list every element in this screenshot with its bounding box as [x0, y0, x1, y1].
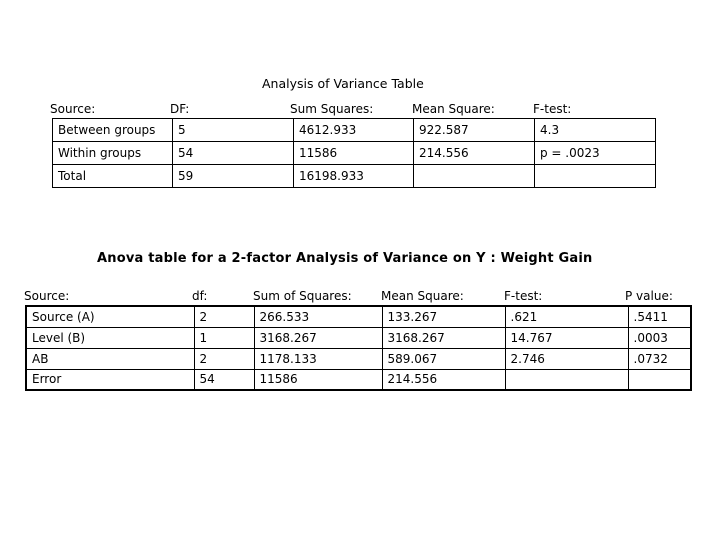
table-row: [26, 369, 691, 390]
t1-cell-f-test: [535, 165, 656, 188]
t1-cell-mean-square: [414, 165, 535, 188]
t2-cell-f-test: 2.746: [505, 348, 628, 369]
table-row: [53, 165, 656, 188]
t1-cell-mean-square: 214.556: [414, 142, 535, 165]
table-row: [53, 142, 656, 165]
t1-cell-sum-squares: 11586: [294, 142, 414, 165]
t2-cell-mean-square: 3168.267: [382, 327, 505, 348]
t1-cell-df: 54: [173, 142, 294, 165]
t2-cell-mean-square: 589.067: [382, 348, 505, 369]
t1-cell-f-test: 4.3: [535, 119, 656, 142]
t2-cell-source: Error: [26, 369, 194, 390]
t2-header-sum-of-squares: Sum of Squares:: [253, 289, 352, 303]
t2-cell-source: AB: [26, 348, 194, 369]
t2-header-p-value: P value:: [625, 289, 673, 303]
t2-cell-p-value: [628, 369, 691, 390]
t2-cell-mean-square: 133.267: [382, 306, 505, 327]
t2-cell-p-value: .0003: [628, 327, 691, 348]
table-row: [26, 348, 691, 369]
t1-cell-source: Total: [53, 165, 173, 188]
t2-header-mean-square: Mean Square:: [381, 289, 464, 303]
t2-cell-sum-of-squares: 266.533: [254, 306, 382, 327]
t1-header-df: DF:: [170, 102, 190, 116]
t2-cell-f-test: [505, 369, 628, 390]
t2-header-df: df:: [192, 289, 208, 303]
t1-cell-mean-square: 922.587: [414, 119, 535, 142]
t2-header-f-test: F-test:: [504, 289, 543, 303]
t1-header-f-test: F-test:: [533, 102, 572, 116]
t1-cell-df: 5: [173, 119, 294, 142]
anova-table-1: [52, 118, 656, 188]
t2-cell-mean-square: 214.556: [382, 369, 505, 390]
t1-header-source: Source:: [50, 102, 96, 116]
t1-header-sum-squares: Sum Squares:: [290, 102, 374, 116]
t2-cell-df: 2: [194, 306, 254, 327]
t2-cell-f-test: 14.767: [505, 327, 628, 348]
anova-table-1-title: Analysis of Variance Table: [262, 76, 424, 91]
t2-cell-p-value: .0732: [628, 348, 691, 369]
t2-cell-sum-of-squares: 1178.133: [254, 348, 382, 369]
t2-cell-p-value: .5411: [628, 306, 691, 327]
t1-header-mean-square: Mean Square:: [412, 102, 495, 116]
anova-table-2: [25, 305, 692, 391]
table-row: [26, 327, 691, 348]
t1-cell-source: Within groups: [53, 142, 173, 165]
table-row: [53, 119, 656, 142]
t1-cell-sum-squares: 16198.933: [294, 165, 414, 188]
t1-cell-df: 59: [173, 165, 294, 188]
t2-cell-source: Level (B): [26, 327, 194, 348]
t1-cell-source: Between groups: [53, 119, 173, 142]
t2-cell-source: Source (A): [26, 306, 194, 327]
t2-cell-f-test: .621: [505, 306, 628, 327]
t2-cell-df: 1: [194, 327, 254, 348]
t2-cell-sum-of-squares: 3168.267: [254, 327, 382, 348]
table-row: [26, 306, 691, 327]
t2-cell-df: 2: [194, 348, 254, 369]
anova-table-2-title: Anova table for a 2-factor Analysis of Variance on Y : Weight Gain: [97, 251, 593, 266]
t2-cell-df: 54: [194, 369, 254, 390]
t1-cell-sum-squares: 4612.933: [294, 119, 414, 142]
t2-cell-sum-of-squares: 11586: [254, 369, 382, 390]
t1-cell-f-test: p = .0023: [535, 142, 656, 165]
t2-header-source: Source:: [24, 289, 70, 303]
